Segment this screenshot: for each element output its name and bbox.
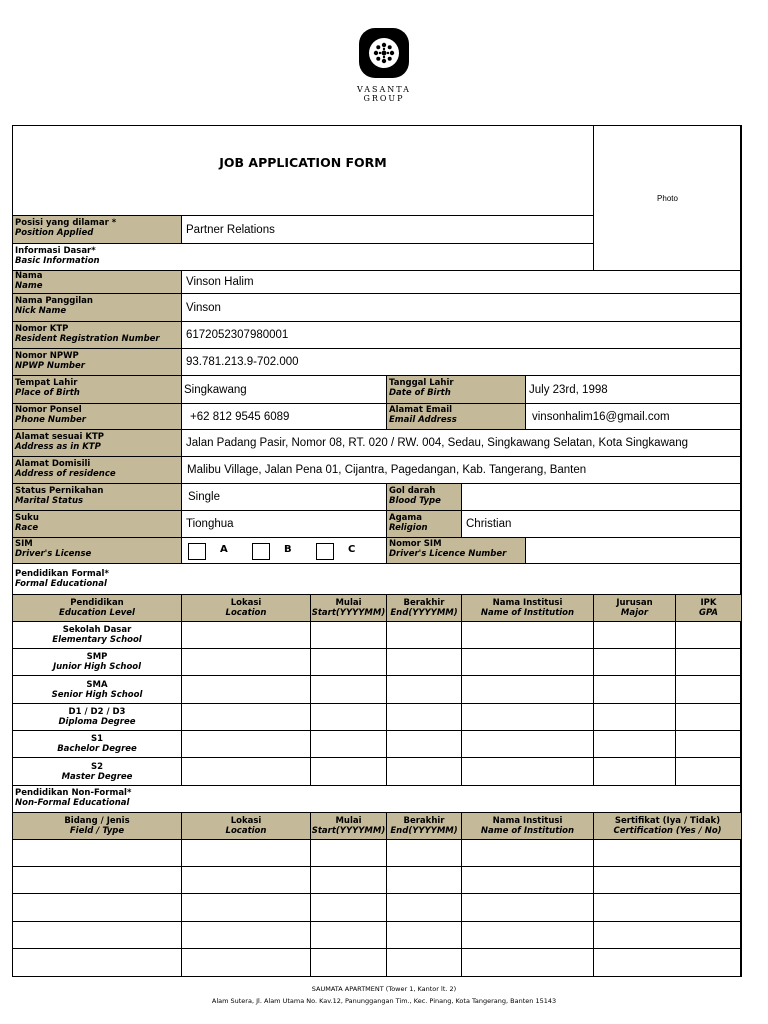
formal-header-location-en: Location bbox=[225, 608, 267, 618]
formal-education-title: Pendidikan Formal* bbox=[15, 569, 109, 579]
formal-cell-major[interactable] bbox=[593, 703, 676, 731]
formal-cell-gpa[interactable] bbox=[675, 675, 742, 704]
phone-label-en: Phone Number bbox=[15, 415, 86, 425]
formal-cell-start[interactable] bbox=[310, 648, 387, 676]
nonformal-cell-field[interactable] bbox=[12, 948, 182, 977]
race-label bbox=[12, 510, 182, 538]
formal-cell-end[interactable] bbox=[386, 621, 462, 649]
formal-cell-location[interactable] bbox=[181, 675, 311, 704]
sim-label-id: SIM bbox=[15, 539, 33, 549]
formal-cell-location[interactable] bbox=[181, 730, 311, 758]
nonformal-cell-field[interactable] bbox=[12, 893, 182, 922]
formal-cell-end[interactable] bbox=[386, 703, 462, 731]
sim-b-checkbox[interactable] bbox=[252, 543, 270, 560]
address-residence-field[interactable]: Malibu Village, Jalan Pena 01, Cijantra, Pagedangan, Kab. Tangerang, Banten bbox=[181, 456, 742, 484]
sim-c-label: C bbox=[348, 544, 356, 555]
nonformal-cell-location[interactable] bbox=[181, 839, 311, 867]
formal-cell-major[interactable] bbox=[593, 757, 676, 786]
sim-a-checkbox[interactable] bbox=[188, 543, 206, 560]
nonformal-cell-end[interactable] bbox=[386, 948, 462, 977]
nonformal-cell-field[interactable] bbox=[12, 921, 182, 949]
ktp-field[interactable]: 6172052307980001 bbox=[181, 321, 742, 349]
formal-row-level bbox=[12, 675, 182, 704]
formal-cell-gpa[interactable] bbox=[675, 648, 742, 676]
footer-address bbox=[0, 983, 768, 1007]
nonformal-header-institution-id: Nama Institusi bbox=[492, 816, 563, 826]
race-field[interactable]: Tionghua bbox=[181, 510, 387, 538]
photo-box[interactable]: Photo bbox=[593, 125, 742, 271]
formal-level-id: D1 / D2 / D3 bbox=[68, 707, 126, 717]
nonformal-header-location-id: Lokasi bbox=[230, 816, 262, 826]
formal-level-en: Junior High School bbox=[52, 662, 142, 672]
formal-cell-gpa[interactable] bbox=[675, 757, 742, 786]
logo-line-1: VASANTA bbox=[357, 85, 411, 94]
phone-field[interactable]: +62 812 9545 6089 bbox=[181, 403, 387, 430]
formal-level-id: S2 bbox=[90, 761, 104, 772]
email-label-en: Email Address bbox=[389, 415, 457, 425]
address-residence-label-id: Alamat Domisili bbox=[15, 459, 91, 469]
nonformal-header-certification-en: Certification (Yes / No) bbox=[613, 826, 722, 836]
nonformal-cell-start[interactable] bbox=[310, 893, 387, 922]
form-title: JOB APPLICATION FORM bbox=[12, 125, 594, 216]
ktp-label-en: Resident Registration Number bbox=[15, 334, 160, 344]
formal-cell-institution[interactable] bbox=[461, 757, 594, 786]
phone-label-id: Nomor Ponsel bbox=[15, 405, 82, 415]
sim-number-label bbox=[386, 537, 526, 564]
formal-cell-end[interactable] bbox=[386, 648, 462, 676]
formal-cell-start[interactable] bbox=[310, 757, 387, 786]
formal-header-level bbox=[12, 594, 182, 622]
npwp-label bbox=[12, 348, 182, 376]
marital-label bbox=[12, 483, 182, 511]
formal-education-subtitle: Formal Educational bbox=[15, 579, 107, 589]
marital-field[interactable]: Single bbox=[181, 483, 387, 511]
nonformal-cell-field[interactable] bbox=[12, 839, 182, 867]
footer-line-1: SAUMATA APARTMENT (Tower 1, Kantor lt. 2) bbox=[311, 985, 457, 993]
nonformal-education-subtitle: Non-Formal Educational bbox=[15, 798, 130, 808]
formal-cell-end[interactable] bbox=[386, 675, 462, 704]
nonformal-cell-institution[interactable] bbox=[461, 893, 594, 922]
npwp-label-id: Nomor NPWP bbox=[15, 351, 79, 361]
position-label bbox=[12, 215, 182, 244]
sim-label-en: Driver's License bbox=[15, 549, 92, 559]
basic-info-section bbox=[12, 243, 594, 271]
nonformal-header-start bbox=[310, 812, 387, 840]
formal-header-location bbox=[181, 594, 311, 622]
logo-line-2: GROUP bbox=[363, 94, 405, 103]
formal-cell-gpa[interactable] bbox=[675, 730, 742, 758]
nonformal-header-certification-id: Sertifikat (Iya / Tidak) bbox=[614, 816, 721, 826]
email-field[interactable]: vinsonhalim16@gmail.com bbox=[525, 403, 742, 430]
birth-place-label bbox=[12, 375, 182, 404]
birth-place-label-id: Tempat Lahir bbox=[15, 378, 78, 388]
basic-info-subtitle: Basic Information bbox=[15, 256, 100, 266]
formal-cell-gpa[interactable] bbox=[675, 621, 742, 649]
formal-header-major bbox=[593, 594, 676, 622]
nonformal-cell-certification[interactable] bbox=[593, 921, 742, 949]
nickname-label bbox=[12, 293, 182, 322]
nonformal-header-institution-en: Name of Institution bbox=[480, 826, 575, 836]
nonformal-cell-institution[interactable] bbox=[461, 948, 594, 977]
nonformal-education-title: Pendidikan Non-Formal* bbox=[15, 788, 132, 798]
ktp-label-id: Nomor KTP bbox=[15, 324, 69, 334]
nonformal-header-start-id: Mulai bbox=[335, 816, 362, 826]
formal-level-en: Elementary School bbox=[52, 635, 142, 645]
marital-label-id: Status Pernikahan bbox=[15, 486, 104, 496]
formal-level-id: SMP bbox=[86, 652, 108, 662]
formal-cell-end[interactable] bbox=[386, 757, 462, 786]
nonformal-header-end-en: End(YYYYMM) bbox=[390, 826, 458, 836]
address-residence-label bbox=[12, 456, 182, 484]
nonformal-cell-start[interactable] bbox=[310, 921, 387, 949]
birth-place-field[interactable]: Singkawang bbox=[181, 375, 387, 404]
formal-level-en: Master Degree bbox=[61, 771, 133, 782]
formal-header-start bbox=[310, 594, 387, 622]
blood-type-label bbox=[386, 483, 462, 511]
formal-row-level bbox=[12, 703, 182, 731]
nonformal-cell-start[interactable] bbox=[310, 866, 387, 894]
address-ktp-label-id: Alamat sesuai KTP bbox=[15, 432, 105, 442]
nonformal-cell-certification[interactable] bbox=[593, 893, 742, 922]
formal-header-gpa bbox=[675, 594, 742, 622]
nonformal-header-location bbox=[181, 812, 311, 840]
nickname-label-en: Nick Name bbox=[15, 306, 67, 316]
formal-cell-location[interactable] bbox=[181, 621, 311, 649]
company-logo bbox=[0, 28, 768, 103]
nonformal-cell-certification[interactable] bbox=[593, 866, 742, 894]
formal-header-end-en: End(YYYYMM) bbox=[390, 608, 458, 618]
blood-type-field[interactable] bbox=[461, 483, 742, 511]
formal-row-level bbox=[12, 757, 182, 786]
formal-cell-start[interactable] bbox=[310, 621, 387, 649]
name-label bbox=[12, 270, 182, 294]
formal-header-gpa-id: IPK bbox=[700, 598, 717, 608]
nonformal-cell-end[interactable] bbox=[386, 866, 462, 894]
formal-header-institution-en: Name of Institution bbox=[480, 608, 575, 618]
nonformal-cell-location[interactable] bbox=[181, 893, 311, 922]
nonformal-cell-end[interactable] bbox=[386, 921, 462, 949]
birth-date-label-en: Date of Birth bbox=[389, 388, 451, 398]
formal-level-id: SMA bbox=[86, 679, 108, 690]
sim-b-label: B bbox=[284, 544, 292, 555]
formal-header-level-en: Education Level bbox=[59, 608, 135, 618]
formal-header-major-id: Jurusan bbox=[616, 598, 653, 608]
formal-header-institution-id: Nama Institusi bbox=[492, 598, 563, 608]
nonformal-cell-start[interactable] bbox=[310, 948, 387, 977]
formal-cell-institution[interactable] bbox=[461, 730, 594, 758]
formal-cell-gpa[interactable] bbox=[675, 703, 742, 731]
phone-label bbox=[12, 403, 182, 430]
nonformal-cell-end[interactable] bbox=[386, 893, 462, 922]
nickname-label-id: Nama Panggilan bbox=[15, 296, 93, 306]
formal-row-level bbox=[12, 648, 182, 676]
formal-cell-institution[interactable] bbox=[461, 648, 594, 676]
formal-level-en: Diploma Degree bbox=[58, 717, 136, 727]
formal-header-institution bbox=[461, 594, 594, 622]
formal-header-location-id: Lokasi bbox=[230, 598, 262, 608]
formal-cell-location[interactable] bbox=[181, 703, 311, 731]
position-field[interactable]: Partner Relations bbox=[181, 215, 594, 244]
job-application-form bbox=[12, 125, 741, 977]
religion-label-id: Agama bbox=[389, 513, 422, 523]
formal-cell-institution[interactable] bbox=[461, 703, 594, 731]
npwp-label-en: NPWP Number bbox=[15, 361, 85, 371]
nonformal-cell-end[interactable] bbox=[386, 839, 462, 867]
formal-level-id: Sekolah Dasar bbox=[62, 625, 132, 635]
email-label bbox=[386, 403, 526, 430]
nonformal-header-location-en: Location bbox=[225, 826, 267, 836]
formal-header-start-en: Start(YYYYMM) bbox=[311, 608, 386, 618]
flower-logo-icon bbox=[359, 28, 409, 78]
nonformal-header-end bbox=[386, 812, 462, 840]
email-label-id: Alamat Email bbox=[389, 405, 453, 415]
nonformal-header-end-id: Berakhir bbox=[403, 816, 445, 826]
nonformal-education-section bbox=[12, 785, 742, 813]
formal-cell-major[interactable] bbox=[593, 730, 676, 758]
address-residence-label-en: Address of residence bbox=[15, 469, 116, 479]
nonformal-cell-location[interactable] bbox=[181, 866, 311, 894]
religion-label bbox=[386, 510, 462, 538]
nonformal-header-field bbox=[12, 812, 182, 840]
blood-type-label-en: Blood Type bbox=[389, 496, 441, 506]
formal-cell-major[interactable] bbox=[593, 675, 676, 704]
birth-place-label-en: Place of Birth bbox=[15, 388, 80, 398]
nonformal-header-start-en: Start(YYYYMM) bbox=[311, 826, 386, 836]
formal-cell-major[interactable] bbox=[593, 648, 676, 676]
position-label-id: Posisi yang dilamar * bbox=[15, 218, 117, 228]
name-label-id: Nama bbox=[15, 271, 43, 281]
formal-header-level-id: Pendidikan bbox=[70, 598, 124, 608]
ktp-label bbox=[12, 321, 182, 349]
race-label-en: Race bbox=[15, 523, 39, 533]
formal-cell-start[interactable] bbox=[310, 730, 387, 758]
nonformal-header-institution bbox=[461, 812, 594, 840]
footer-line-2: Alam Sutera, Jl. Alam Utama No. Kav.12, Panunggangan Tim., Kec. Pinang, Kota Tangerang, Banten 15143 bbox=[211, 997, 557, 1005]
nonformal-cell-location[interactable] bbox=[181, 948, 311, 977]
address-ktp-label bbox=[12, 429, 182, 457]
formal-cell-institution[interactable] bbox=[461, 621, 594, 649]
nonformal-header-field-id: Bidang / Jenis bbox=[64, 816, 130, 826]
logo-text bbox=[0, 85, 768, 103]
formal-header-end bbox=[386, 594, 462, 622]
address-ktp-label-en: Address as in KTP bbox=[15, 442, 101, 452]
sim-label bbox=[12, 537, 182, 564]
nonformal-cell-start[interactable] bbox=[310, 839, 387, 867]
nonformal-header-certification bbox=[593, 812, 742, 840]
nonformal-cell-institution[interactable] bbox=[461, 866, 594, 894]
sim-c-checkbox[interactable] bbox=[316, 543, 334, 560]
nonformal-cell-location[interactable] bbox=[181, 921, 311, 949]
address-ktp-field[interactable]: Jalan Padang Pasir, Nomor 08, RT. 020 / RW. 004, Sedau, Singkawang Selatan, Kota Singkawang bbox=[181, 429, 742, 457]
formal-header-start-id: Mulai bbox=[335, 598, 362, 608]
basic-info-title: Informasi Dasar* bbox=[15, 246, 96, 256]
formal-cell-location[interactable] bbox=[181, 757, 311, 786]
formal-level-en: Bachelor Degree bbox=[57, 744, 137, 754]
formal-row-level bbox=[12, 730, 182, 758]
sim-number-field[interactable] bbox=[525, 537, 742, 564]
nonformal-cell-certification[interactable] bbox=[593, 948, 742, 977]
nickname-field[interactable]: Vinson bbox=[181, 293, 742, 322]
birth-date-label-id: Tanggal Lahir bbox=[389, 378, 454, 388]
name-label-en: Name bbox=[15, 281, 43, 291]
nonformal-cell-institution[interactable] bbox=[461, 921, 594, 949]
name-field[interactable]: Vinson Halim bbox=[181, 270, 742, 294]
formal-cell-start[interactable] bbox=[310, 703, 387, 731]
religion-label-en: Religion bbox=[389, 523, 428, 533]
formal-header-end-id: Berakhir bbox=[403, 598, 445, 608]
formal-cell-start[interactable] bbox=[310, 675, 387, 704]
nonformal-header-field-en: Field / Type bbox=[69, 826, 125, 836]
formal-cell-major[interactable] bbox=[593, 621, 676, 649]
sim-number-label-en: Driver's Licence Number bbox=[389, 549, 507, 559]
nonformal-cell-certification[interactable] bbox=[593, 839, 742, 867]
religion-field[interactable]: Christian bbox=[461, 510, 742, 538]
npwp-field[interactable]: 93.781.213.9-702.000 bbox=[181, 348, 742, 376]
formal-cell-institution[interactable] bbox=[461, 675, 594, 704]
nonformal-cell-field[interactable] bbox=[12, 866, 182, 894]
sim-options bbox=[181, 537, 387, 564]
formal-header-gpa-en: GPA bbox=[698, 608, 718, 618]
formal-level-en: Senior High School bbox=[51, 689, 143, 700]
sim-number-label-id: Nomor SIM bbox=[389, 539, 442, 549]
position-label-en: Position Applied bbox=[15, 228, 94, 238]
birth-date-label bbox=[386, 375, 526, 404]
sim-a-label: A bbox=[220, 544, 228, 555]
birth-date-field[interactable]: July 23rd, 1998 bbox=[525, 375, 742, 404]
formal-cell-end[interactable] bbox=[386, 730, 462, 758]
blood-type-label-id: Gol darah bbox=[389, 486, 436, 496]
formal-row-level bbox=[12, 621, 182, 649]
formal-cell-location[interactable] bbox=[181, 648, 311, 676]
formal-header-major-en: Major bbox=[620, 608, 649, 618]
marital-label-en: Marital Status bbox=[15, 496, 84, 506]
nonformal-cell-institution[interactable] bbox=[461, 839, 594, 867]
formal-education-section bbox=[12, 563, 742, 595]
formal-level-id: S1 bbox=[90, 734, 104, 744]
race-label-id: Suku bbox=[15, 513, 39, 523]
